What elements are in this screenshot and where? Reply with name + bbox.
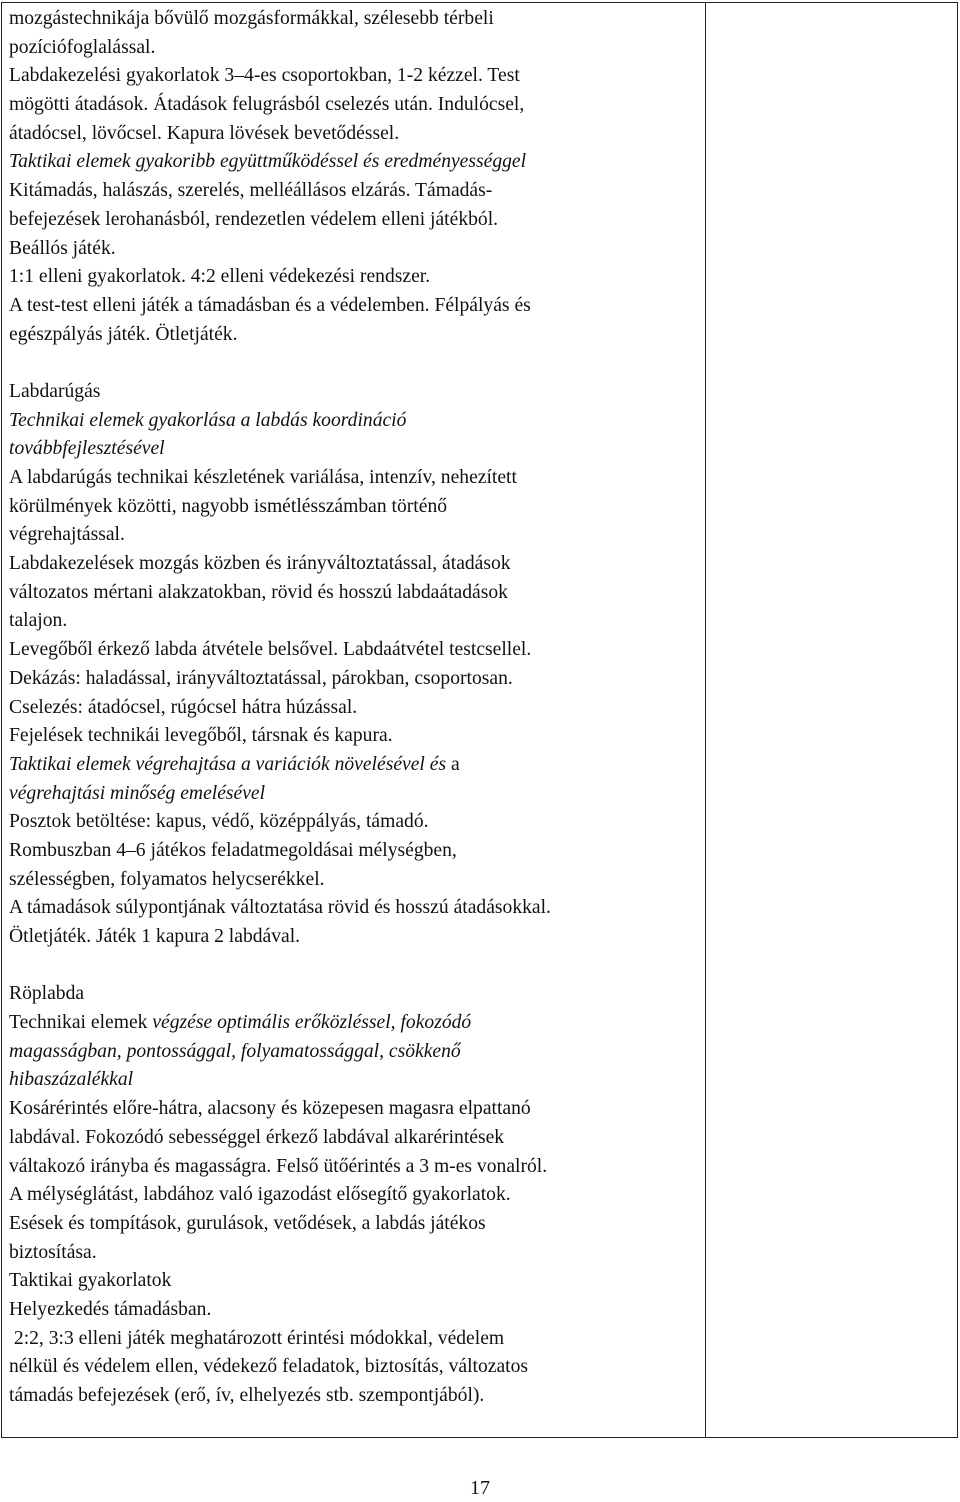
text-line: 2:2, 3:3 elleni játék meghatározott érintési módokkal, védelem bbox=[9, 1327, 505, 1349]
volleyball-title: Röplabda bbox=[9, 983, 85, 1005]
text-line: labdával. Fokozódó sebességgel érkező labdával alkarérintések bbox=[9, 1126, 505, 1148]
paragraph-gap bbox=[9, 952, 703, 981]
text-line: támadás befejezések (erő, ív, elhelyezés stb. szempontjából). bbox=[9, 1385, 485, 1406]
football-technical-heading: Technikai elemek gyakorlása a labdás koordináció bbox=[9, 409, 407, 431]
text-line: mozgástechnikája bővülő mozgásformákkal, szélesebb térbeli bbox=[9, 8, 494, 29]
text-line: biztosítása. bbox=[9, 1241, 97, 1263]
volleyball-technical-heading-line3: hibaszázalékkal bbox=[9, 1069, 134, 1091]
text-line: Kosárérintés előre-hátra, alacsony és közepesen magasra elpattanó bbox=[9, 1098, 531, 1120]
text-line: Ötletjáték. Játék 1 kapura 2 labdával. bbox=[9, 926, 301, 947]
football-tactical-heading bbox=[9, 751, 703, 780]
text-line: Kitámadás, halászás, szerelés, melléállásos elzárás. Támadás- bbox=[9, 180, 493, 202]
volleyball-technical-heading bbox=[9, 1009, 703, 1038]
text-line: váltakozó irányba és magasságra. Felső ütőérintés a 3 m-es vonalról. bbox=[9, 1155, 548, 1177]
text-line: Beállós játék. bbox=[9, 237, 116, 259]
text-line: szélességben, folyamatos helycserékkel. bbox=[9, 868, 325, 890]
volleyball-tactical-title: Taktikai gyakorlatok bbox=[9, 1270, 172, 1292]
text-line: Dekázás: haladással, irányváltoztatással, párokban, csoportosan. bbox=[9, 667, 513, 689]
football-title: Labdarúgás bbox=[9, 380, 101, 402]
page-number: 17 bbox=[470, 1477, 490, 1499]
text-line: körülmények közötti, nagyobb ismétlésszámban történő bbox=[9, 495, 448, 517]
text-line: A labdarúgás technikai készletének variálása, intenzív, nehezített bbox=[9, 467, 517, 488]
curriculum-table bbox=[1, 2, 958, 1438]
text-line: egészpályás játék. Ötletjáték. bbox=[9, 323, 238, 345]
text-line: nélkül és védelem ellen, védekező feladatok, biztosítás, változatos bbox=[9, 1356, 529, 1378]
text-line: talajon. bbox=[9, 610, 68, 632]
text-line: Posztok betöltése: kapus, védő, középpályás, támadó. bbox=[9, 811, 429, 833]
column-divider bbox=[705, 3, 706, 1437]
text-line: A mélységlátást, labdához való igazodást elősegítő gyakorlatok. bbox=[9, 1184, 511, 1206]
text-line: változatos mértani alakzatokban, rövid és hosszú labdaátadások bbox=[9, 581, 508, 603]
football-technical-heading: továbbfejlesztésével bbox=[9, 438, 165, 460]
handball-tactics-heading: Taktikai elemek gyakoribb együttműködéssel és eredményességgel bbox=[9, 151, 527, 173]
football-tactical-heading-italic: Taktikai elemek végrehajtása a variációk növelésével és bbox=[9, 753, 447, 775]
text-line: mögötti átadások. Átadások felugrásból cselezés után. Indulócsel, bbox=[9, 94, 525, 116]
football-tactical-heading-line2: végrehajtási minőség emelésével bbox=[9, 782, 266, 804]
text-line: Rombuszban 4–6 játékos feladatmegoldásai mélységben, bbox=[9, 839, 457, 861]
paragraph-gap bbox=[9, 349, 703, 378]
text-line: Esések és tompítások, gurulások, vetődések, a labdás játékos bbox=[9, 1212, 486, 1234]
text-line: Cselezés: átadócsel, rúgócsel hátra húzással. bbox=[9, 696, 358, 718]
text-line: A támadások súlypontjának változtatása rövid és hosszú átadásokkal. bbox=[9, 897, 551, 919]
volleyball-technical-heading-line2: magasságban, pontossággal, folyamatossággal, csökkenő bbox=[9, 1040, 461, 1062]
volleyball-technical-prefix: Technikai elemek bbox=[9, 1012, 153, 1034]
text-line: Labdakezelési gyakorlatok 3–4-es csoportokban, 1-2 kézzel. Test bbox=[9, 65, 520, 87]
text-line: A test-test elleni játék a támadásban és a védelemben. Félpályás és bbox=[9, 294, 531, 316]
text-line: Levegőből érkező labda átvétele belsővel. Labdaátvétel testcsellel. bbox=[9, 639, 532, 661]
curriculum-content-cell bbox=[9, 5, 703, 1411]
text-line: végrehajtással. bbox=[9, 524, 125, 546]
text-line: Helyezkedés támadásban. bbox=[9, 1298, 212, 1320]
volleyball-technical-italic: végzése optimális erőközléssel, fokozódó bbox=[152, 1012, 472, 1034]
text-line: pozíciófoglalással. bbox=[9, 36, 156, 58]
text-line: 1:1 elleni gyakorlatok. 4:2 elleni védekezési rendszer. bbox=[9, 266, 431, 288]
text-line: átadócsel, lövőcsel. Kapura lövések bevetődéssel. bbox=[9, 122, 400, 144]
text-line: befejezések lerohanásból, rendezetlen védelem elleni játékból. bbox=[9, 208, 499, 230]
text-line: Fejelések technikái levegőből, társnak és kapura. bbox=[9, 725, 393, 747]
football-tactical-heading-plain: a bbox=[446, 753, 460, 775]
text-line: Labdakezelések mozgás közben és irányváltoztatással, átadások bbox=[9, 553, 511, 575]
